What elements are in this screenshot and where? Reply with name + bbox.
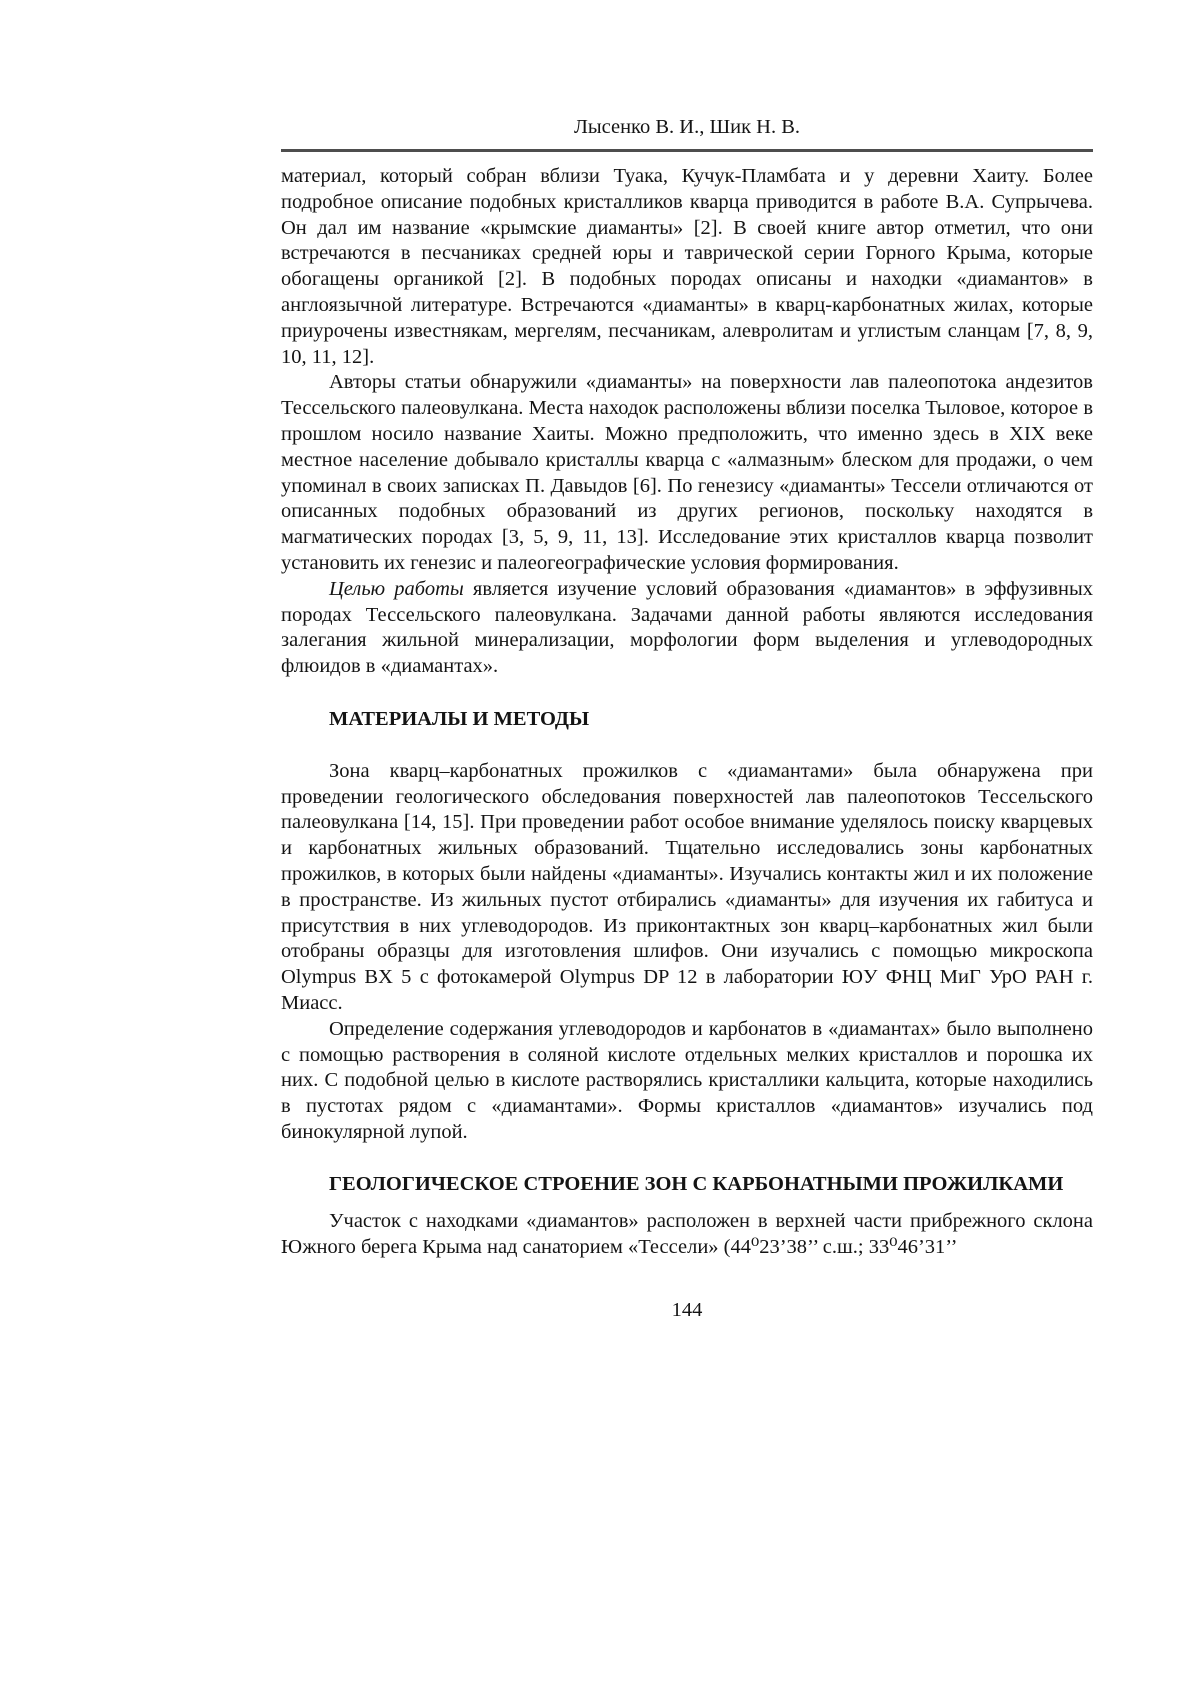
section-heading-materials-methods: МАТЕРИАЛЫ И МЕТОДЫ [329,707,590,730]
paragraph-hydrocarbon-determination: Определение содержания углеводородов и карбонатов в «диамантах» было выполнено с помощью растворения в соляной кислоте отдельных мелких кристаллов и порошка их них. С подобной целью в кислоте растворялись кристаллики кальцита, которые находились в пустотах рядом с «диамантами». Формы кристаллов «диамантов» изучались под бинокулярной лупой. [281,1017,1093,1143]
running-head-authors: Лысенко В. И., Шик Н. В. [573,116,801,138]
goal-phrase-italic: Целью работы [329,577,464,600]
goal-phrase-rest: является изучение условий образования «диамантов» в эффузивных породах Тессельского палеовулкана. Задачами данной работы являются исследования залегания жильной минерализации, морфологии форм выделения и углеводородных флюидов в «диамантах». [281,577,1094,678]
paragraph-zone-survey: Зона кварц–карбонатных прожилков с «диамантами» была обнаружена при проведении геологического обследования поверхностей лав палеопотоков Тессельского палеовулкана [14, 15]. При проведении работ особое внимание уделялось поиску кварцевых и карбонатных жильных образований. Тщательно исследовались зоны карбонатных прожилков, в которых были найдены «диаманты». Изучались контакты жил и их положение в пространстве. Из жильных пустот отбирались «диаманты» для изучения их габитуса и присутствия в них углеводородов. Из приконтактных зон кварц–карбонатных жил были отобраны образцы для изготовления шлифов. Они изучались с помощью микроскопа Olympus BX 5 с фотокамерой Olympus DP 12 в лаборатории ЮУ ФНЦ МиГ УрО РАН г. Миасс. [281,759,1093,1014]
paragraph-site-location: Участок с находками «диамантов» расположен в верхней части прибрежного склона Южного берега Крыма над санаторием «Тессели» (44⁰23’38’’ с.ш.; 33⁰46’31’’ [281,1210,1093,1259]
paragraph-authors-findings: Авторы статьи обнаружили «диаманты» на поверхности лав палеопотока андезитов Тессельского палеовулкана. Места находок расположены вблизи поселка Тыловое, которое в прошлом носило название Хаиты. Можно предположить, что именно здесь в XIX веке местное население добывало кристаллы кварца с «алмазным» блеском для продажи, о чем упоминал в своих записках П. Давыдов [6]. По генезису «диаманты» Тессели отличаются от описанных подобных образований из других регионов, поскольку находятся в магматических породах [3, 5, 9, 11, 13]. Исследование этих кристаллов кварца позволит установить их генезис и палеогеографические условия формирования. [281,371,1093,574]
paragraph-continuation: материал, который собран вблизи Туака, Кучук-Пламбата и у деревни Хаиту. Более подробное описание подобных кристалликов кварца приводится в работе В.А. Супрычева. Он дал им название «крымские диаманты» [2]. В своей книге автор отметил, что они встречаются в песчаниках средней юры и таврической серии Горного Крыма, которые обогащены органикой [2]. В подобных породах описаны и находки «диамантов» в англоязычной литературе. Встречаются «диаманты» в кварц-карбонатных жилах, которые приурочены известнякам, мергелям, песчаникам, алевролитам и углистым сланцам [7, 8, 9, 10, 11, 12]. [281,165,1093,368]
text-column [281,114,1093,1323]
page-number: 144 [671,1299,703,1322]
header-rule [281,149,1093,152]
paragraph-goal [281,577,1093,680]
section-heading-geology: ГЕОЛОГИЧЕСКОЕ СТРОЕНИЕ ЗОН С КАРБОНАТНЫМИ ПРОЖИЛКАМИ [329,1172,1064,1195]
